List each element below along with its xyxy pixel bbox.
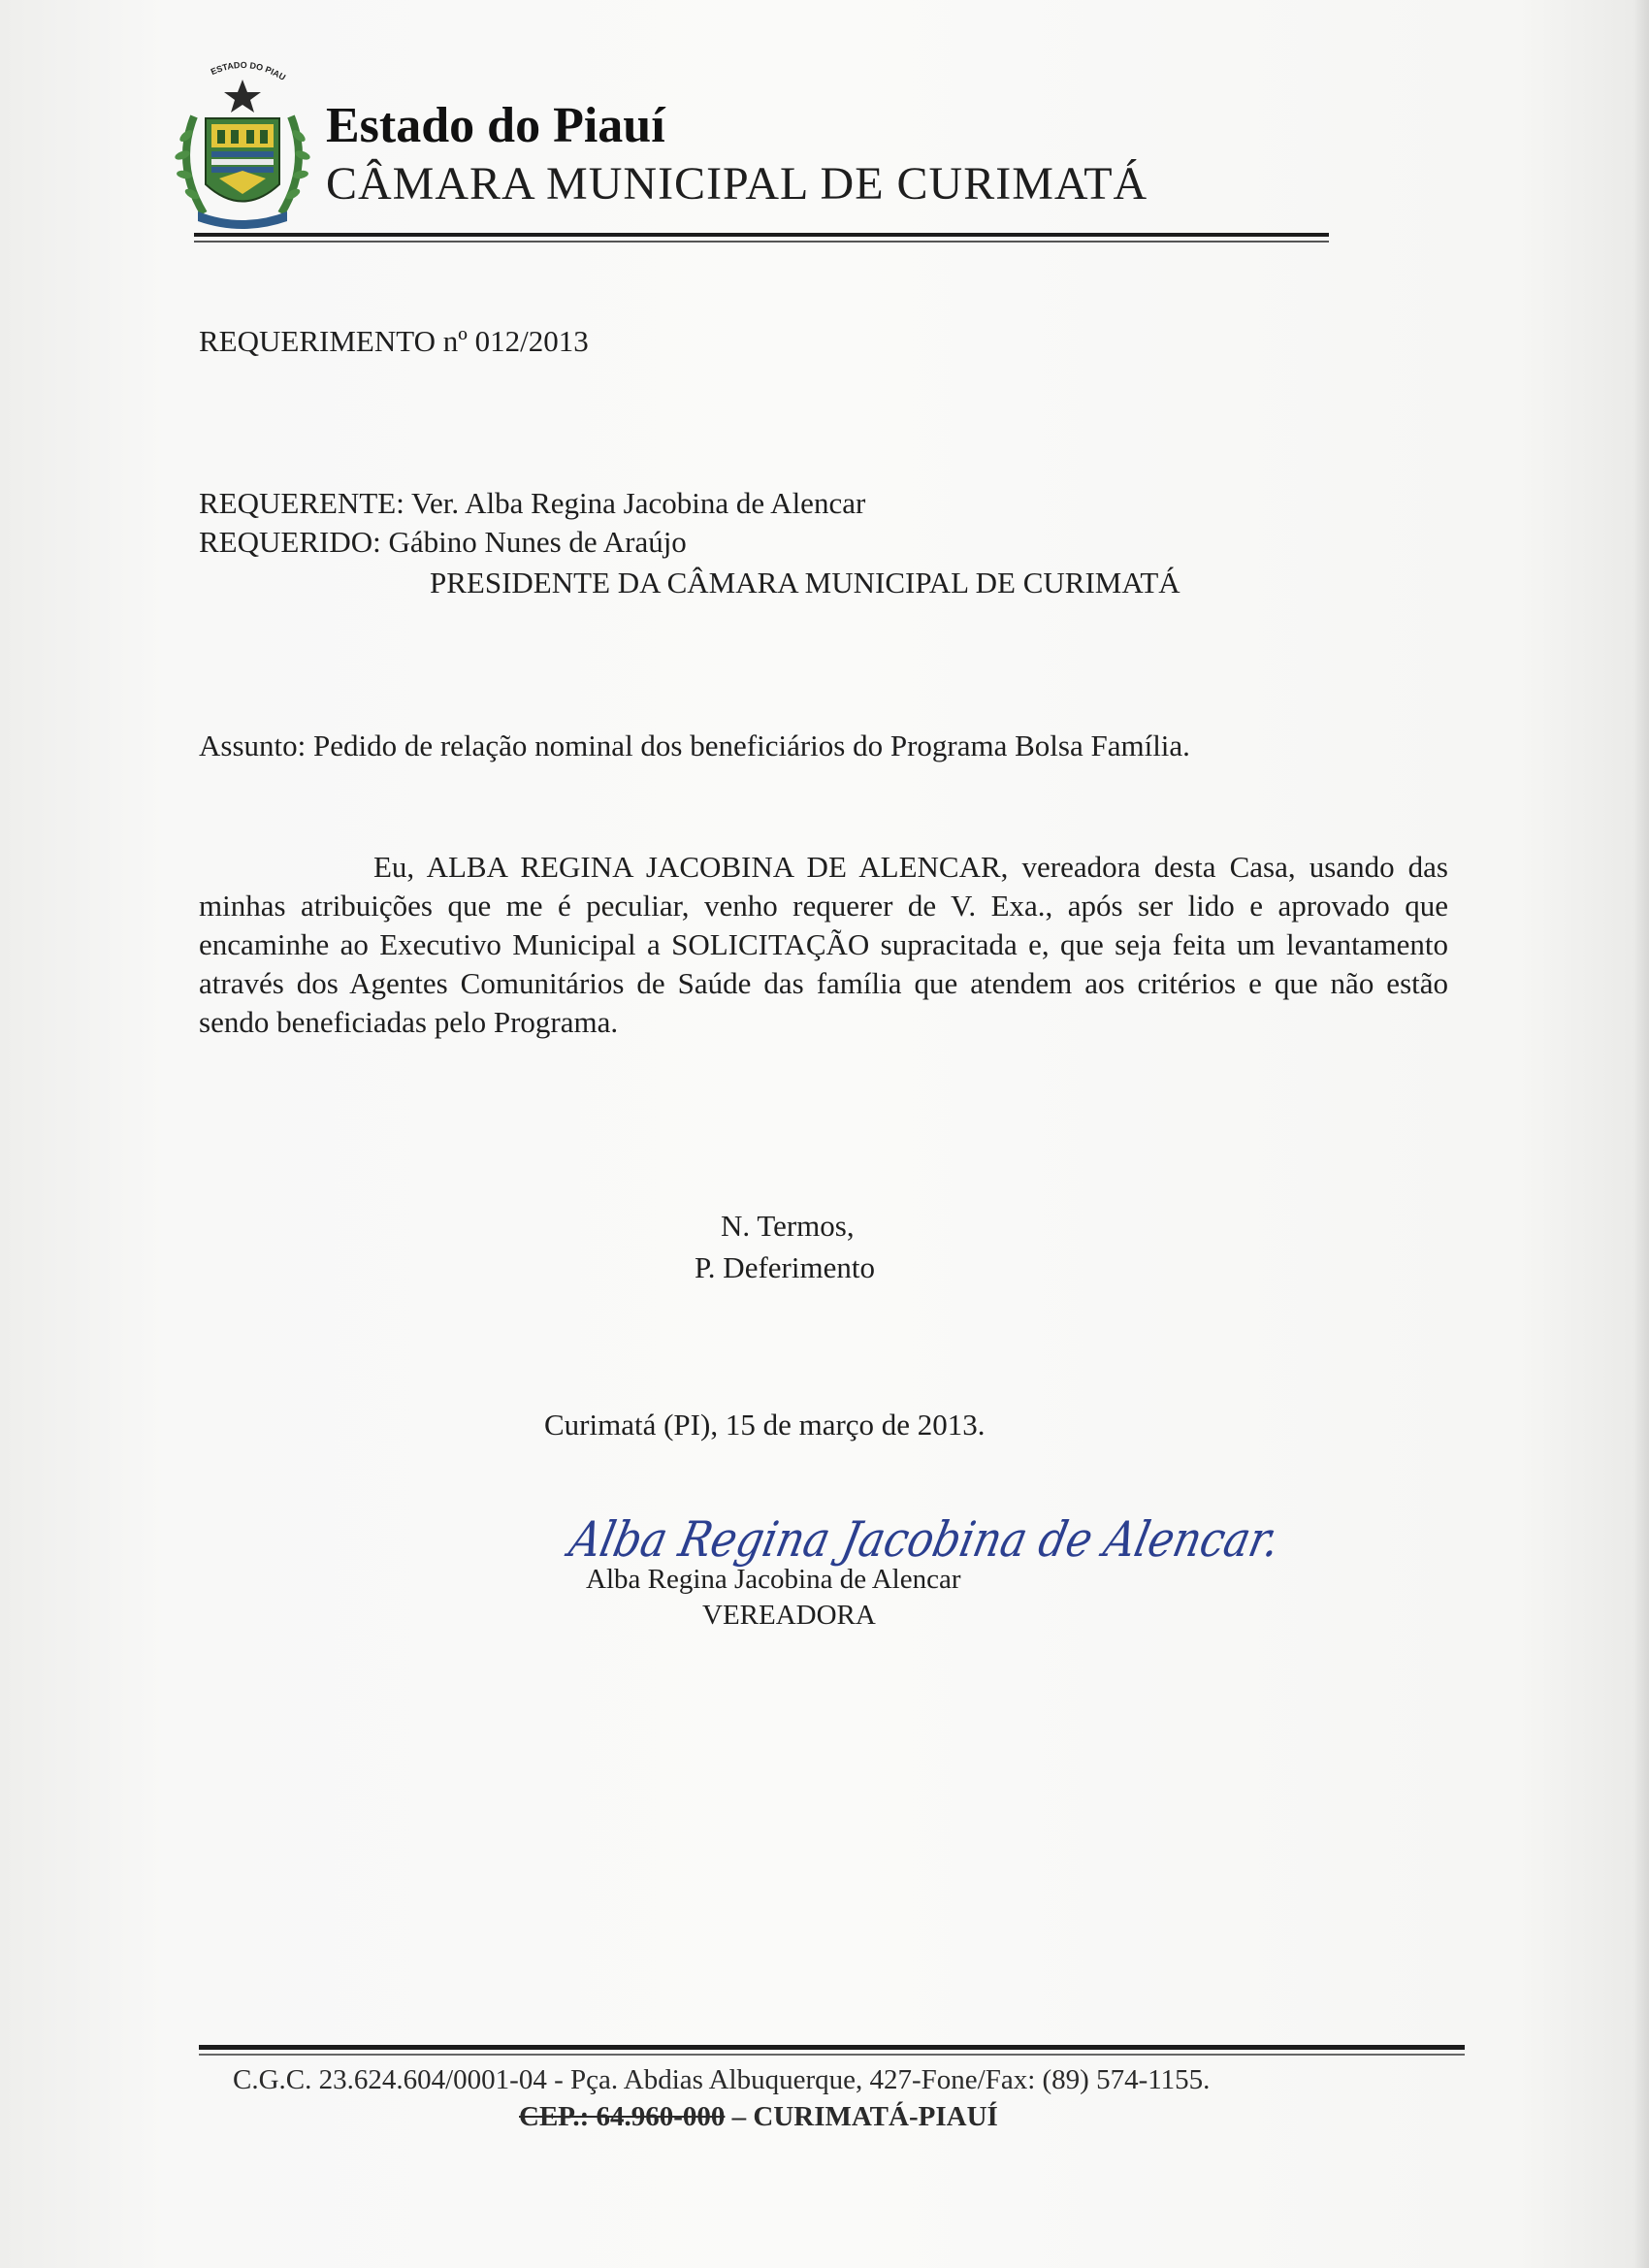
subject-line: Assunto: Pedido de relação nominal dos beneficiários do Programa Bolsa Família.: [199, 729, 1190, 762]
signer-name: Alba Regina Jacobina de Alencar: [586, 1564, 961, 1595]
paper-edge-shadow: [1633, 0, 1649, 2268]
request-number: REQUERIMENTO nº 012/2013: [199, 324, 589, 358]
body-paragraph: Eu, ALBA REGINA JACOBINA DE ALENCAR, vereadora desta Casa, usando das minhas atribuições que me é peculiar, venho requerer de V. Exa., após ser lido e aprovado que encaminhe ao Executivo Municipal a SOLICITAÇÃO supracitada e, que seja feita um levantamento através dos Agentes Comunitários de Saúde das família que atendem aos critérios e que não estão sendo beneficiadas pelo Programa.: [199, 850, 1448, 1039]
requested-title: PRESIDENTE DA CÂMARA MUNICIPAL DE CURIMATÁ: [430, 566, 1180, 599]
svg-text:ESTADO DO PIAUÍ: ESTADO DO PIAU: [209, 59, 288, 82]
header-rule-thin: [194, 241, 1329, 243]
state-coat-of-arms-icon: [165, 58, 320, 233]
footer-rule-thin: [199, 2054, 1465, 2056]
footer-rule: [199, 2045, 1465, 2050]
closing-terms: N. Termos,: [721, 1209, 855, 1243]
header-rule: [194, 233, 1329, 237]
place-date: Curimatá (PI), 15 de março de 2013.: [544, 1408, 986, 1442]
closing-deferral: P. Deferimento: [695, 1250, 875, 1284]
footer-city: – CURIMATÁ-PIAUÍ: [725, 2101, 998, 2132]
handwritten-signature-text: Alba Regina Jacobina de Alencar.: [565, 1510, 1392, 1568]
state-title: Estado do Piauí: [326, 98, 665, 153]
footer-cep-label: CEP.: 64.960-000: [519, 2101, 726, 2132]
footer-cep: [519, 2101, 998, 2133]
requested-line: REQUERIDO: Gábino Nunes de Araújo: [199, 525, 687, 559]
signer-role: VEREADORA: [702, 1600, 876, 1631]
chamber-title: CÂMARA MUNICIPAL DE CURIMATÁ: [326, 158, 1148, 210]
footer-contact: C.G.C. 23.624.604/0001-04 - Pça. Abdias Albuquerque, 427-Fone/Fax: (89) 574-1155.: [233, 2064, 1211, 2095]
requester-line: REQUERENTE: Ver. Alba Regina Jacobina de Alencar: [199, 486, 866, 520]
request-body: [199, 848, 1448, 1042]
